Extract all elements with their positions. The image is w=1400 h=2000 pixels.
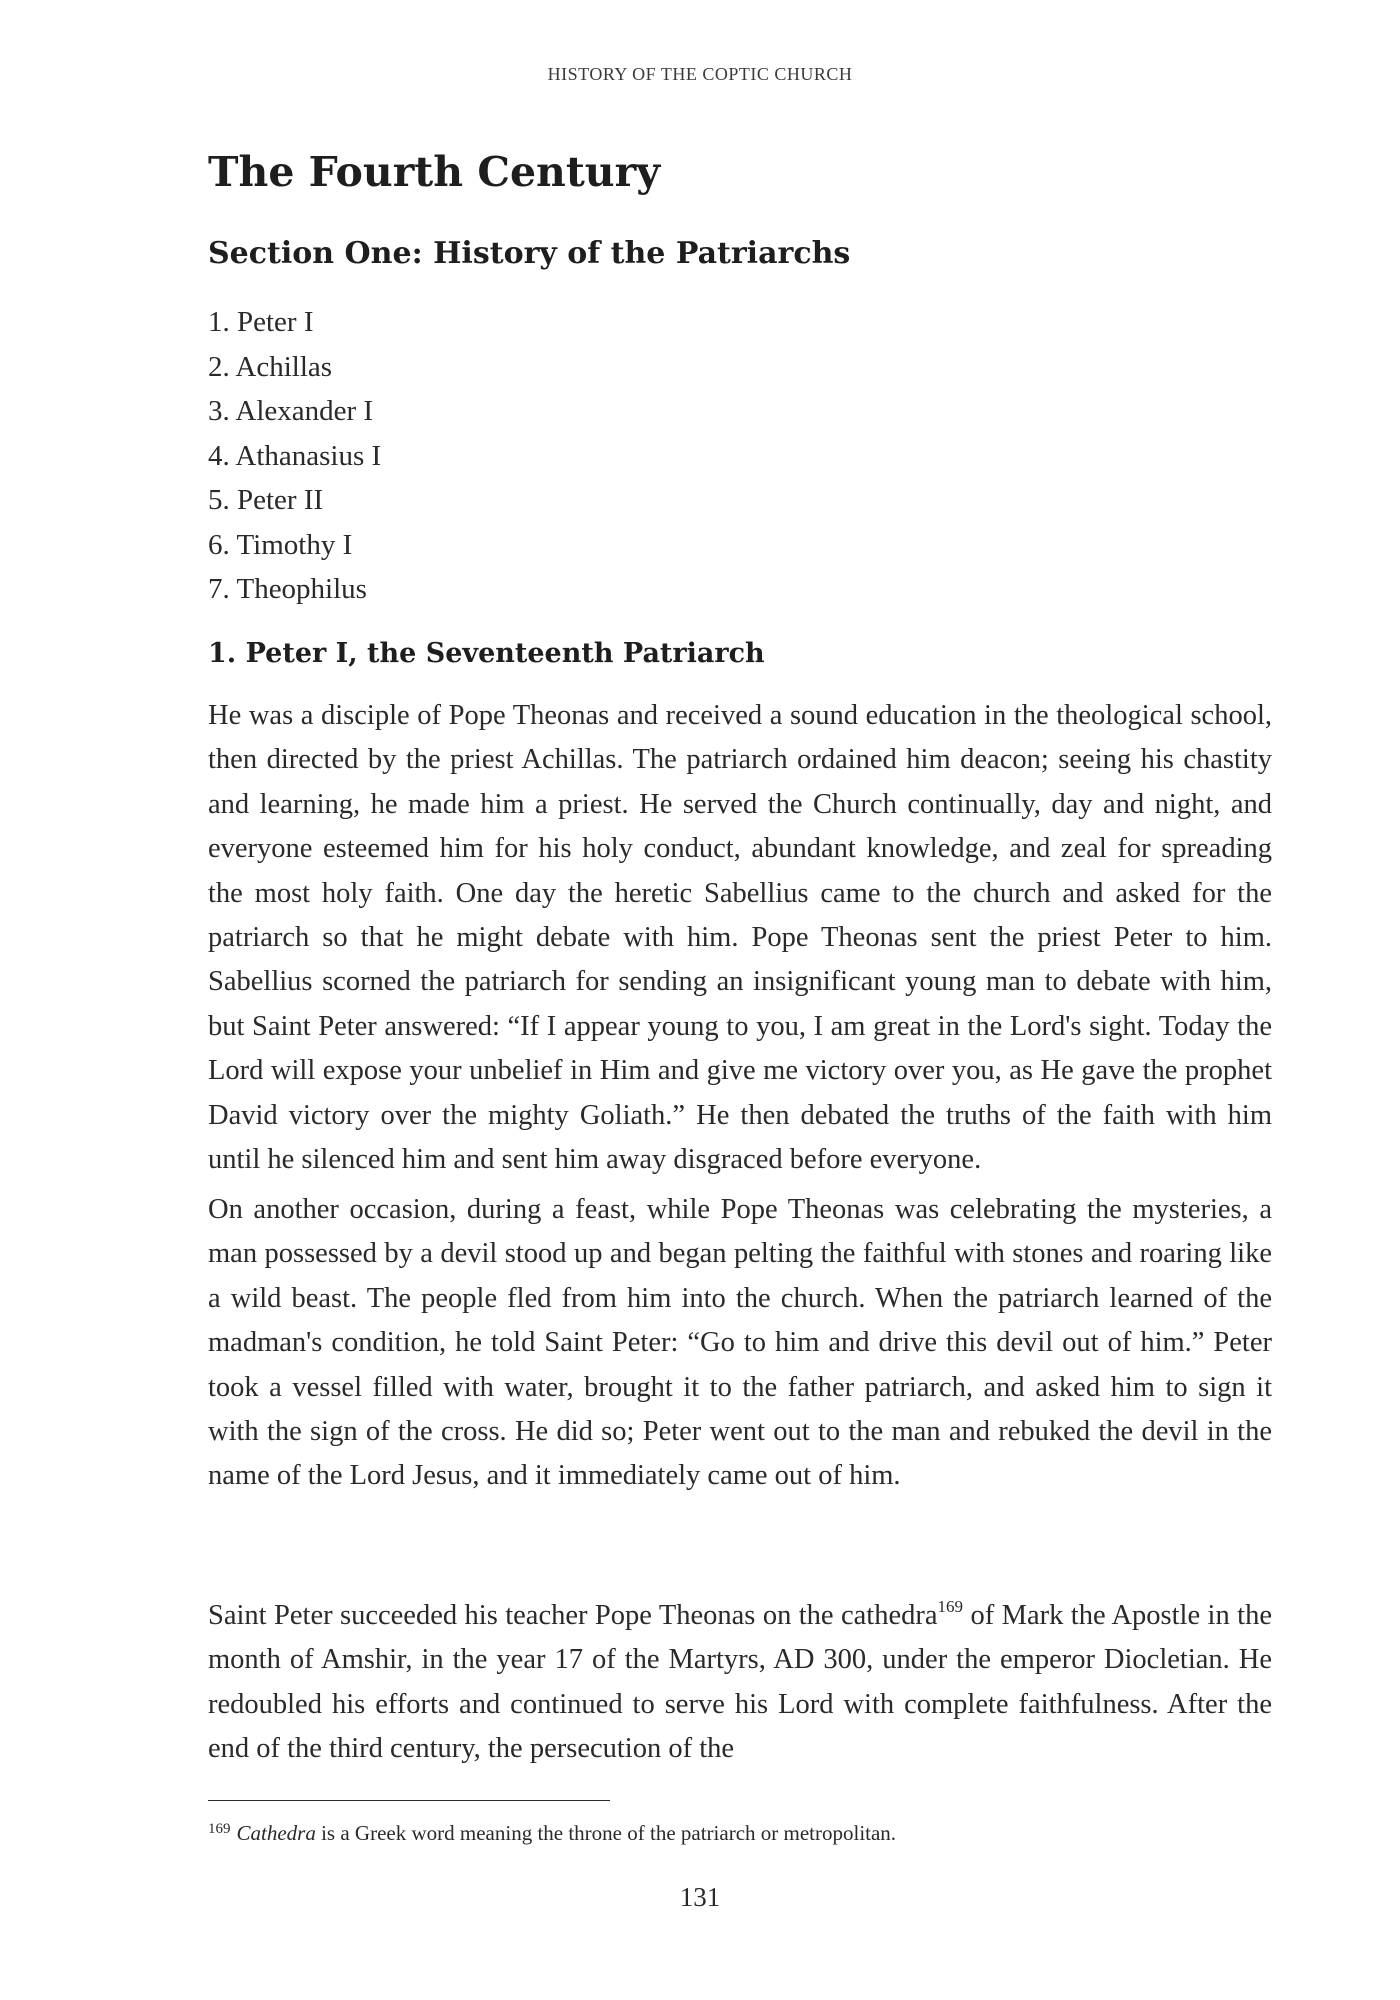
list-item: 4. Athanasius I [208, 439, 382, 472]
body-paragraph-3 [208, 1594, 1272, 1772]
footnote-reference[interactable]: 169 [937, 1597, 964, 1617]
footnote-number: 169 [208, 1821, 231, 1838]
chapter-title: The Fourth Century [208, 148, 661, 196]
page-content [208, 140, 1272, 1765]
page-number: 131 [679, 1882, 721, 1912]
subsection-title: 1. Peter I, the Seventeenth Patriarch [208, 638, 765, 669]
paragraph-text: of Mark the Apostle in the month of Amshir, in the year 17 of the Martyrs, AD 300, under the emperor Diocletian. He redoubled his efforts and continued to serve his Lord with complete faithfulness. After the end of the third century, the persecution of the [208, 1600, 1272, 1765]
body-paragraph-1: He was a disciple of Pope Theonas and received a sound education in the theological school, then directed by the priest Achillas. The patriarch ordained him deacon; seeing his chastity and learning, he made him a priest. He served the Church continually, day and night, and everyone esteemed him for his holy conduct, abundant knowledge, and zeal for spreading the most holy faith. One day the heretic Sabellius came to the church and asked for the patriarch so that he might debate with him. Pope Theonas sent the priest Peter to him. Sabellius scorned the patriarch for sending an insignificant young man to debate with him, but Saint Peter answered: “If I appear young to you, I am great in the Lord's sight. Today the Lord will expose your unbelief in Him and give me victory over you, as He gave the prophet David victory over the mighty Goliath.” He then debated the truths of the faith with him until he silenced him and sent him away disgraced before everyone. [208, 700, 1272, 1176]
body-paragraph-2: On another occasion, during a feast, while Pope Theonas was celebrating the mysteries, a man possessed by a devil stood up and began pelting the faithful with stones and roaring like a wild beast. The people fled from him into the church. When the patriarch learned of the madman's condition, he told Saint Peter: “Go to him and drive this devil out of him.” Peter took a vessel filled with water, brought it to the father patriarch, and asked him to sign it with the sign of the cross. He did so; Peter went out to the man and rebuked the devil in the name of the Lord Jesus, and it immediately came out of him. [208, 1194, 1272, 1492]
paragraph-text: Saint Peter succeeded his teacher Pope Theonas on the cathedra [208, 1600, 938, 1631]
list-item: 6. Timothy I [208, 528, 353, 561]
list-item: 7. Theophilus [208, 573, 367, 605]
footnote-term: Cathedra [236, 1821, 316, 1845]
running-head: HISTORY OF THE COPTIC CHURCH [547, 64, 853, 84]
list-item: 5. Peter II [208, 484, 324, 516]
footnote [208, 1818, 1272, 1848]
list-item: 1. Peter I [208, 306, 314, 338]
patriarch-list [208, 300, 381, 612]
footnote-text: is a Greek word meaning the throne of the patriarch or metropolitan. [315, 1821, 897, 1845]
section-title: Section One: History of the Patriarchs [208, 236, 851, 271]
footnote-divider [208, 1800, 610, 1801]
list-item: 2. Achillas [208, 350, 333, 383]
list-item: 3. Alexander I [208, 395, 374, 427]
